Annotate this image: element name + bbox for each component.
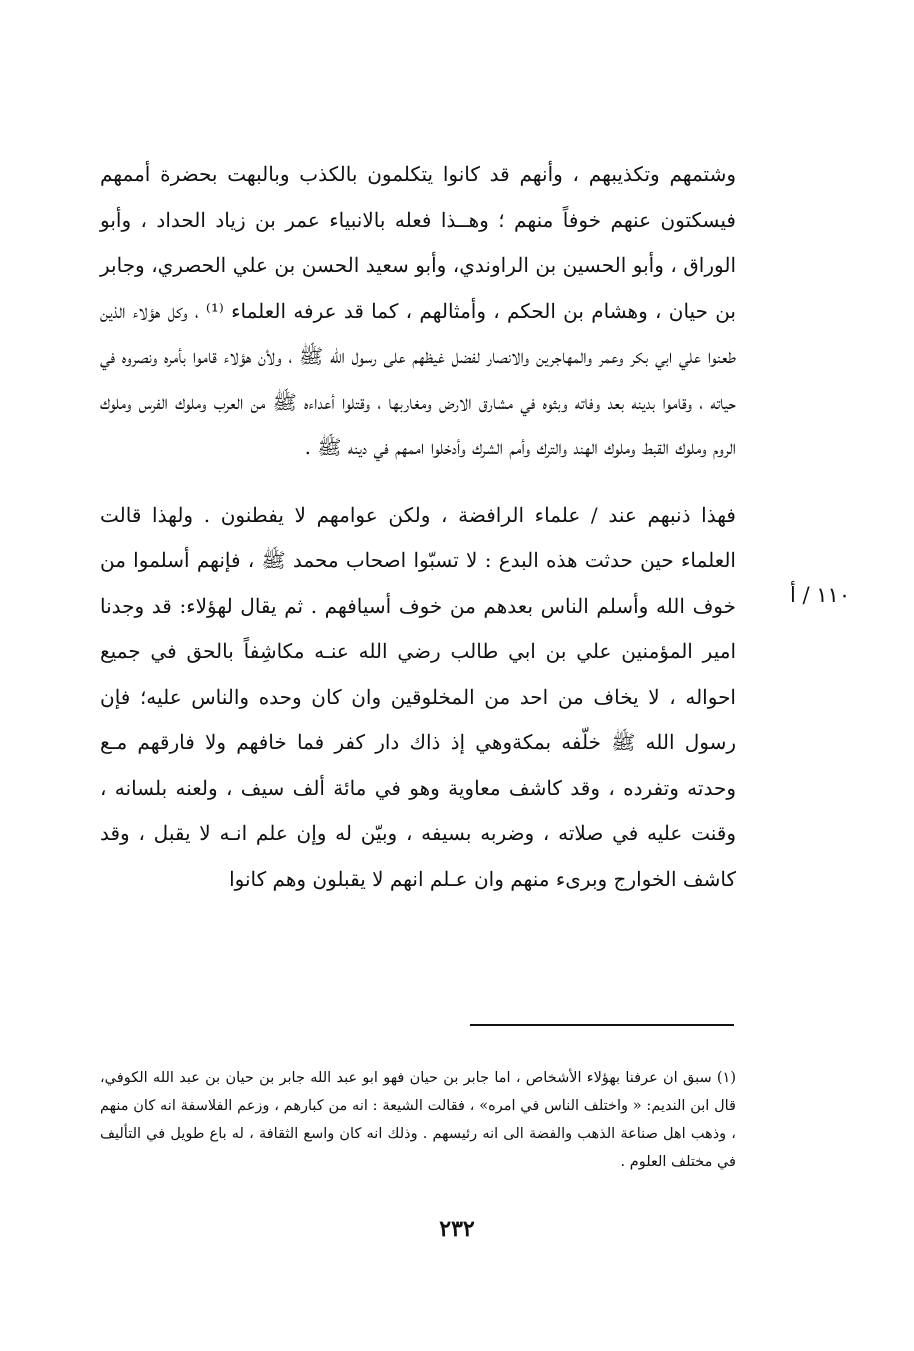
- page-number: ٢٣٢: [439, 1216, 475, 1242]
- margin-folio-marker: ١١٠ / أ: [790, 583, 851, 607]
- footnotes: [100, 1064, 736, 1176]
- paragraph: وشتمهم وتكذيبهم ، وأنهم قد كانوا يتكلمون بالكذب وبالبهت بحضرة أممهم فيسكتون عنهم خوفاً منهم ؛ وهــذا فعله بالانبياء عمر بن زياد الحداد ، وأبو الوراق ، وأبو الحسين بن الراوندي، وأبو سعيد الحسن بن علي الحصري، وجابر بن حيان ، وهشام بن الحكم ، وأمثالهم ، كما قد عرفه العلماء ⁽¹⁾ ، وكل هؤلاء الذين طعنوا علي ابي بكر وعمر والمهاجرين والانصار لفضل غيظهم على رسول الله ﷺ ، ولأن هؤلاء قاموا بأمره ونصروه في حياته ، وقاموا بدينه بعد وفاته وبثوه في مشارق الارض ومغاربها ، وقتلوا أعداءه ﷺ من العرب وملوك الفرس وملوك الروم وملوك القبط وملوك الهند والترك وأمم الشرك وأدخلوا اممهم في دينه ﷺ .: [100, 162, 736, 459]
- footnote: (١) سبق ان عرفنا بهؤلاء الأشخاص ، اما جابر بن حيان فهو ابو عبد الله جابر بن حيان بن عبد الله الكوفي، قال ابن النديم: « واختلف الناس في امره» ، فقالت الشيعة : انه من كبارهم ، وزعم الفلاسفة انه كان منهم ، وذهب اهل صناعة الذهب والفضة الى انه رئيسهم . وذلك انه كان واسع الثقافة ، له باع طويل في التأليف في مختلف العلوم .: [100, 1070, 736, 1170]
- paragraph: فهذا ذنبهم عند / علماء الرافضة ، ولكن عوامهم لا يفطنون . ولهذا قالت العلماء حين حدثت هذه البدع : لا تسبّوا اصحاب محمد ﷺ ، فإنهم أسلموا من خوف الله وأسلم الناس بعدهم من خوف أسيافهم . ثم يقال لهؤلاء: قد وجدنا امير المؤمنين علي بن ابي طالب رضي الله عنـه مكاشِفاً بالحق في جميع احواله ، لا يخاف من احد من المخلوقين وان كان وحده والناس عليه؛ فإن رسول الله ﷺ خلّفه بمكةوهي إذ ذاك دار كفر فما خافهم ولا فارقهم مـع وحدته وتفرده ، وقد كاشف معاوية وهو في مائة ألف سيف ، ولعنه بلسانه ، وقنت عليه في صلاته ، وضربه بسيفه ، وبيّن له وإن علم انـه لا يقبل ، وقد كاشف الخوارج وبرىء منهم وان عـلم انهم لا يقبلون وهم كانوا: [100, 502, 737, 891]
- main-text-body: [100, 152, 736, 902]
- footnote-separator: [470, 1024, 734, 1026]
